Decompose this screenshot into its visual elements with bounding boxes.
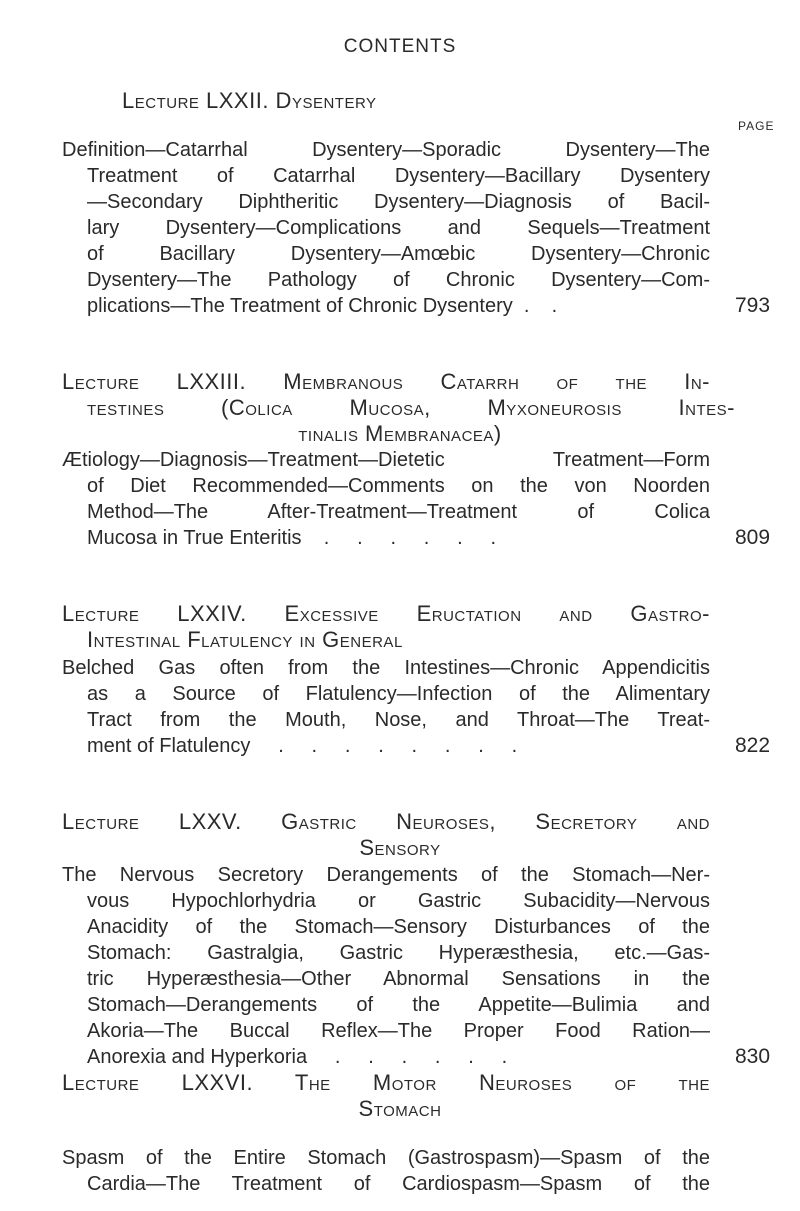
entry-line: of Bacillary Dysentery—Amœbic Dysentery—Chronic — [87, 243, 710, 265]
entry-line: Spasm of the Entire Stomach (Gastrospasm)—Spasm of the — [62, 1147, 710, 1169]
page-number: 822 — [735, 734, 771, 757]
entry-line: Ætiology—Diagnosis—Treatment—Dietetic Treatment—Form — [62, 449, 710, 471]
entry-line: Anorexia and Hyperkoria . . . . . . — [87, 1046, 508, 1068]
lecture-heading: Intestinal Flatulency in General — [87, 627, 403, 652]
entry-line: Akoria—The Buccal Reflex—The Proper Food Ration— — [87, 1020, 710, 1042]
entry-line: Stomach—Derangements of the Appetite—Bulimia and — [87, 994, 710, 1016]
entry-line: ment of Flatulency . . . . . . . . — [87, 735, 518, 757]
entry-line: tric Hyperæsthesia—Other Abnormal Sensations in the — [87, 968, 710, 990]
lecture-heading: Lecture LXXIII. Membranous Catarrh of the In- — [62, 369, 710, 394]
entry-line: Cardia—The Treatment of Cardiospasm—Spasm of the — [87, 1173, 710, 1195]
entry-line: Method—The After-Treatment—Treatment of Colica — [87, 501, 710, 523]
entry-line: Anacidity of the Stomach—Sensory Disturbances of the — [87, 916, 710, 938]
lecture-heading: Lecture LXXV. Gastric Neuroses, Secretory and — [62, 809, 710, 834]
entry-line: Dysentery—The Pathology of Chronic Dysentery—Com- — [87, 269, 710, 291]
entry-line: —Secondary Diphtheritic Dysentery—Diagnosis of Bacil- — [87, 191, 710, 213]
entry-line: Definition—Catarrhal Dysentery—Sporadic Dysentery—The — [62, 139, 710, 161]
entry-line: Treatment of Catarrhal Dysentery—Bacillary Dysentery — [87, 165, 710, 187]
entry-line: lary Dysentery—Complications and Sequels—Treatment — [87, 217, 710, 239]
page-number: 809 — [735, 526, 771, 549]
entry-line: of Diet Recommended—Comments on the von Noorden — [87, 475, 710, 497]
entry-line: as a Source of Flatulency—Infection of the Alimentary — [87, 683, 710, 705]
lecture-heading: Sensory — [359, 835, 441, 860]
lecture-heading: testines (Colica Mucosa, Myxoneurosis Intes- — [87, 395, 735, 420]
page-number: 830 — [735, 1045, 771, 1068]
entry-line: The Nervous Secretory Derangements of the Stomach—Ner- — [62, 864, 710, 886]
entry-line: Belched Gas often from the Intestines—Chronic Appendicitis — [62, 657, 710, 679]
page-column-label: PAGE — [738, 119, 775, 133]
lecture-heading: tinalis Membranacea) — [298, 421, 502, 446]
page-number: 793 — [735, 294, 771, 317]
entry-line: plications—The Treatment of Chronic Dysentery . . — [87, 295, 558, 317]
lecture-heading: Lecture LXXVI. The Motor Neuroses of the — [62, 1070, 710, 1095]
page-header: CONTENTS — [343, 36, 457, 57]
entry-line: Mucosa in True Enteritis . . . . . . — [87, 527, 497, 549]
lecture-heading: Stomach — [358, 1096, 442, 1121]
lecture-heading: Lecture LXXII. Dysentery — [122, 88, 377, 113]
entry-line: Tract from the Mouth, Nose, and Throat—The Treat- — [87, 709, 710, 731]
entry-line: Stomach: Gastralgia, Gastric Hyperæsthesia, etc.—Gas- — [87, 942, 710, 964]
entry-line: vous Hypochlorhydria or Gastric Subacidity—Nervous — [87, 890, 710, 912]
lecture-heading: Lecture LXXIV. Excessive Eructation and Gastro- — [62, 601, 710, 626]
